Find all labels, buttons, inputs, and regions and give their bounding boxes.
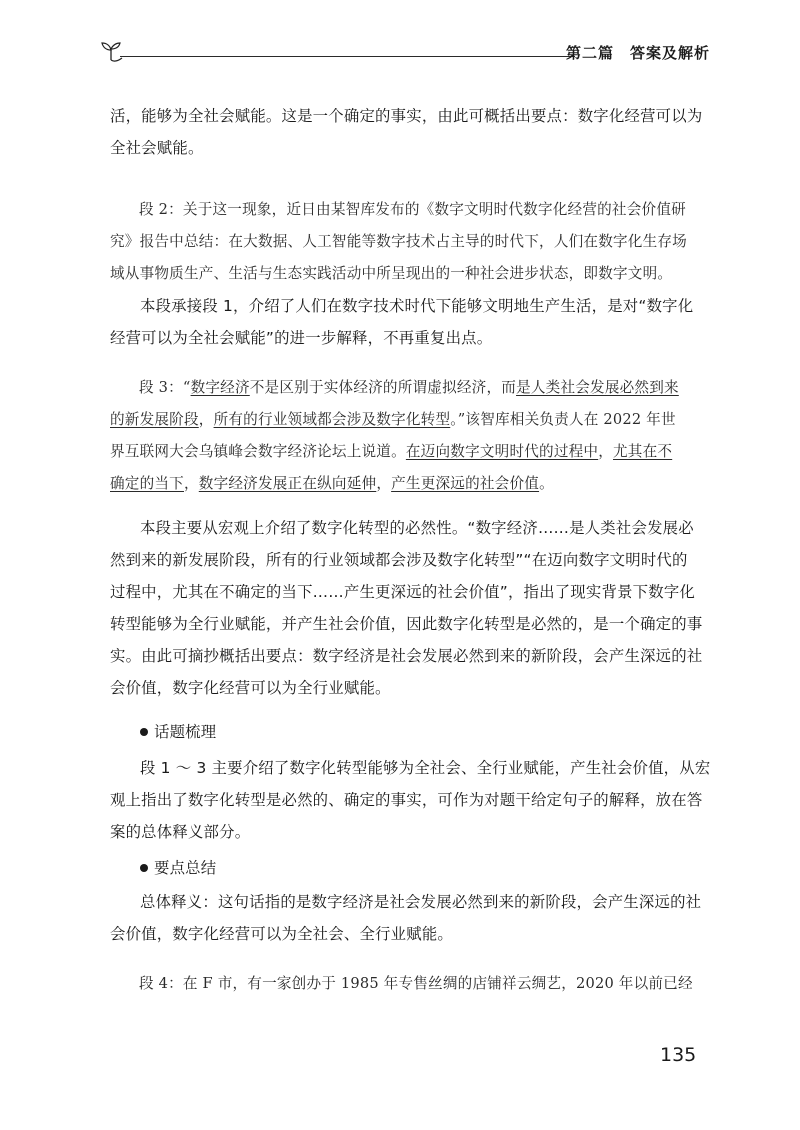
text-line: 总体释义：这句话指的是数字经济是社会发展必然到来的新阶段，会产生深远的社 — [140, 893, 702, 911]
text-line: 实。由此可摘抄概括出要点：数字经济是社会发展必然到来的新阶段，会产生深远的社 — [110, 647, 703, 665]
text-line: 本段承接段 1，介绍了人们在数字技术时代下能够文明地生产生活，是对“数字化 — [140, 297, 694, 315]
heading-text: 要点总结 — [154, 859, 217, 877]
source-segment-3 — [110, 372, 702, 500]
text-run: 不是区别于实体经济的所谓虚拟经济，而 — [249, 379, 517, 396]
text-line: 域从事物质生产、生活与生态实践活动中所呈现出的一种社会进步状态，即数字文明。 — [110, 265, 673, 282]
text-line: 段 1 ～ 3 主要介绍了数字化转型能够为全社会、全行业赋能，产生社会价值，从宏 — [140, 759, 711, 777]
underlined-phrase: 尤其在不 — [613, 443, 673, 460]
text-line: 会价值，数字化经营可以为全社会、全行业赋能。 — [110, 925, 453, 943]
source-segment-4 — [110, 968, 702, 1000]
paragraph-continuation — [110, 100, 702, 164]
text-line: 案的总体释义部分。 — [110, 823, 251, 841]
text-line: 段 2：关于这一现象，近日由某智库发布的《数字文明时代数字化经营的社会价值研 — [139, 201, 686, 218]
text-run: ， — [183, 475, 199, 492]
text-line: 段 4：在 F 市，有一家创办于 1985 年专售丝绸的店铺祥云绸艺，2020 年以前已经 — [139, 975, 693, 992]
underlined-phrase: 的新发展阶段 — [110, 411, 199, 428]
underlined-phrase: 所有的行业领域都会涉及数字化转型 — [213, 411, 451, 428]
analysis-segment-2 — [110, 290, 702, 354]
text-run: 界互联网大会乌镇峰会数字经济论坛上说道。 — [110, 443, 406, 460]
text-run: ， — [598, 443, 614, 460]
keypoints-heading — [110, 852, 702, 884]
heading-line — [110, 852, 702, 884]
text-line — [110, 372, 702, 404]
text-run: 。 — [539, 475, 554, 492]
bullet-icon — [140, 728, 148, 736]
underlined-phrase: 数字经济发展正在纵向延伸 — [198, 475, 377, 492]
underlined-phrase: 是人类社会发展必然到来 — [516, 379, 679, 396]
text-line: 会价值，数字化经营可以为全行业赋能。 — [110, 679, 391, 697]
header-rule — [120, 56, 575, 57]
bullet-icon — [140, 864, 148, 872]
underlined-phrase: 数字经济 — [190, 379, 250, 396]
text-line — [110, 404, 702, 436]
page-number: 135 — [660, 1044, 697, 1066]
source-segment-2 — [110, 194, 702, 290]
underlined-phrase: 在迈向数字文明时代的过程中 — [405, 443, 599, 460]
text-line: 经营可以为全社会赋能”的进一步解释，不再重复出点。 — [110, 329, 493, 347]
running-header — [98, 38, 710, 68]
text-run: ， — [198, 411, 214, 428]
sprout-icon — [98, 38, 124, 64]
text-line: 转型能够为全行业赋能，并产生社会价值，因此数字化转型是必然的，是一个确定的事 — [110, 615, 703, 633]
heading-text: 话题梳理 — [154, 723, 217, 741]
text-line: 观上指出了数字化转型是必然的、确定的事实，可作为对题干给定句子的解释，放在答 — [110, 791, 703, 809]
text-run: 段 3：“ — [139, 379, 191, 396]
topic-heading — [110, 716, 702, 748]
text-line: 本段主要从宏观上介绍了数字化转型的必然性。“数字经济……是人类社会发展必 — [140, 519, 694, 537]
overall-interpretation — [110, 886, 702, 950]
text-run: ， — [376, 475, 392, 492]
chapter-title: 第二篇 答案及解析 — [565, 44, 710, 62]
analysis-segment-3 — [110, 512, 702, 704]
text-line: 然到来的新发展阶段，所有的行业领域都会涉及数字化转型”“在迈向数字文明时代的 — [110, 551, 688, 569]
text-line — [110, 468, 702, 500]
text-line: 全社会赋能。 — [110, 139, 204, 157]
text-line: 究》报告中总结：在大数据、人工智能等数字技术占主导的时代下，人们在数字化生存场 — [110, 233, 687, 250]
underlined-phrase: 确定的当下 — [110, 475, 184, 492]
text-run: 。”该智库相关负责人在 2022 年世 — [450, 411, 676, 428]
heading-line — [110, 716, 702, 748]
text-line: 活，能够为全社会赋能。这是一个确定的事实，由此可概括出要点：数字化经营可以为 — [110, 107, 703, 125]
text-line: 过程中，尤其在不确定的当下……产生更深远的社会价值”，指出了现实背景下数字化 — [110, 583, 696, 601]
text-line — [110, 436, 702, 468]
underlined-phrase: 产生更深远的社会价值 — [391, 475, 540, 492]
topic-summary — [110, 752, 711, 848]
